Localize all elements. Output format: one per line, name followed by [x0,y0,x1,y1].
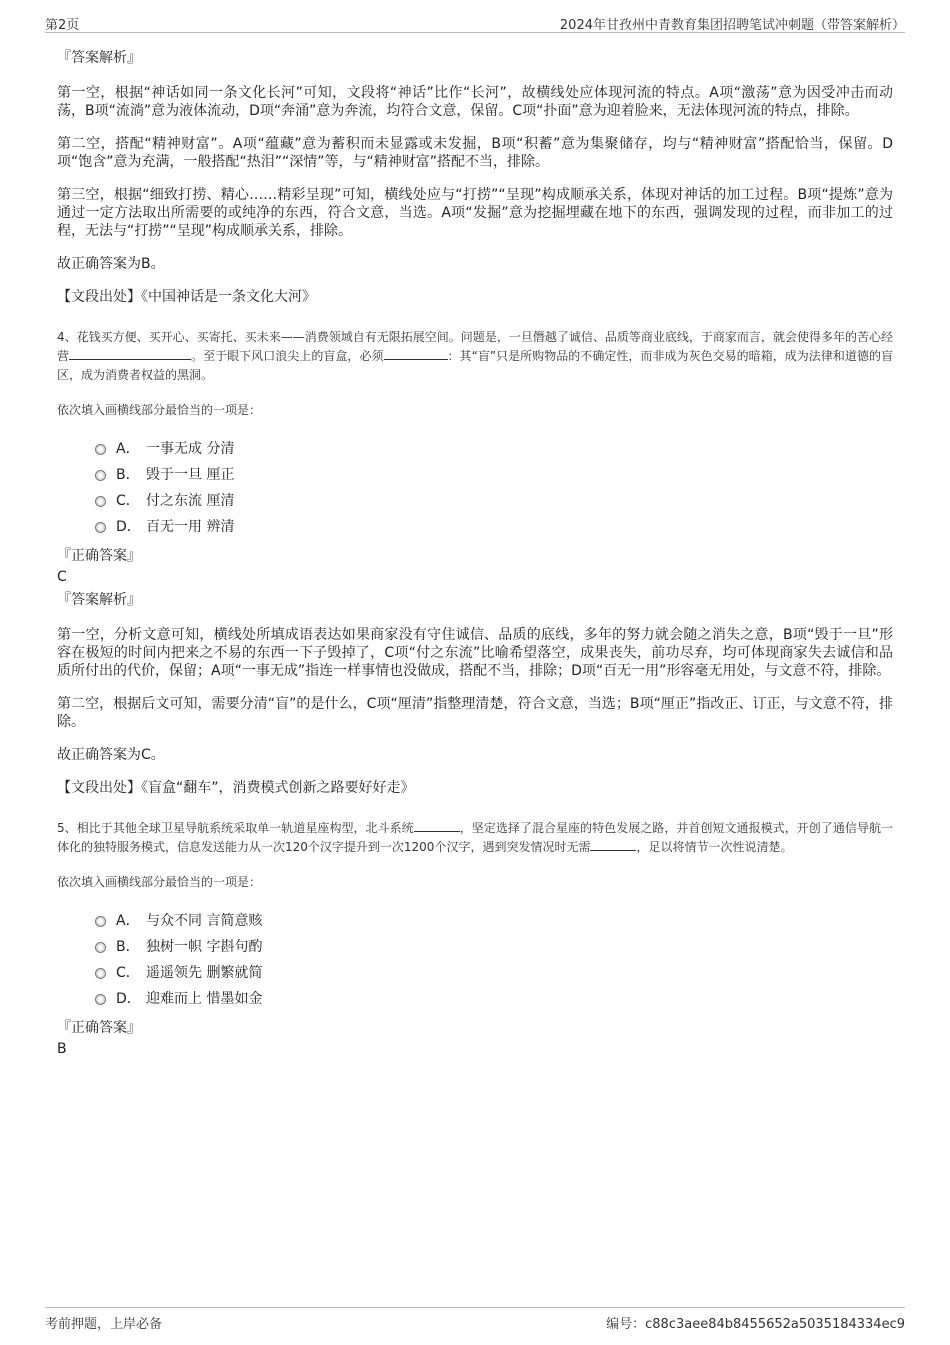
option-c[interactable]: C． 付之东流 厘清 [95,488,893,514]
q3-analysis-para-3: 第三空，根据“细致打捞、精心……精彩呈现”可知，横线处应与“打捞”“呈现”构成顺承关系，体现对神话的加工过程。B项“提炼”意为通过一定方法取出所需要的或纯净的东西，符合文意，当选。A项“发掘”意为挖掘埋藏在地下的东西，强调发现的过程，而非加工的过程，无法与“打捞”“呈现”构成顺承关系，排除。 [57,187,893,239]
page-footer [45,1307,905,1332]
q4-correct-answer: C [57,569,67,585]
option-b[interactable]: B． 毁于一旦 厘正 [95,462,893,488]
q5-correct-label: 『正确答案』 [57,1020,141,1036]
question-4-options [95,436,893,540]
question-5-prompt: 依次填入画横线部分最恰当的一项是： [57,875,262,889]
radio-button-icon[interactable] [95,916,106,927]
option-d[interactable]: D． 百无一用 辨清 [95,514,893,540]
option-a[interactable]: A． 与众不同 言简意赅 [95,908,893,934]
radio-button-icon[interactable] [95,496,106,507]
source-title: 《盲盒“翻车”，消费模式创新之路要好好走》 [141,780,415,796]
blank-2 [384,347,448,360]
radio-button-icon[interactable] [95,968,106,979]
option-b[interactable]: B． 独树一帜 字斟句酌 [95,934,893,960]
blank-1 [414,819,460,832]
radio-button-icon[interactable] [95,994,106,1005]
source-title: 《中国神话是一条文化大河》 [141,289,316,305]
blank-1 [69,347,191,360]
q3-analysis-label: 『答案解析』 [57,50,141,66]
q4-analysis-para-2: 第二空，根据后文可知，需要分清“盲”的是什么，C项“厘清”指整理清楚，符合文意，当选；B项“厘正”指改正、订正，与文意不符，排除。 [57,696,893,730]
question-4-prompt: 依次填入画横线部分最恰当的一项是： [57,403,262,417]
option-a[interactable]: A． 一事无成 分清 [95,436,893,462]
blank-2 [590,838,636,851]
radio-button-icon[interactable] [95,942,106,953]
question-4-text: 4、花钱买方便、买开心、买寄托、买未来——消费领域自有无限拓展空间。问题是，一旦僭越了诚信、品质等商业底线，于商家而言，就会使得多年的苦心经营 。至于眼下风口浪尖上的盲盒，必须 ：其“盲”只是所购物品的不确定性，而非成为灰色交易的暗箱，成为法律和道德的盲区，成为消费者权益的黑洞。 [57,330,893,382]
q5-correct-answer: B [57,1041,67,1057]
question-5-options [95,908,893,1012]
source-label: 【文段出处】 [57,780,141,796]
q4-analysis-para-1: 第一空，分析文意可知，横线处所填成语表达如果商家没有守住诚信、品质的底线，多年的努力就会随之消失之意，B项“毁于一旦”形容在极短的时间内把来之不易的东西一下子毁掉了，C项“付之东流”比喻希望落空，成果丧失，前功尽弃，均可体现商家失去诚信和品质所付出的代价，保留；A项“一事无成”指连一样事情也没做成，搭配不当，排除；D项“百无一用”形容毫无用处，与文意不符，排除。 [57,627,893,679]
document-code: 编号：c88c3aee84b8455652a5035184334ec9 [606,1317,905,1332]
q3-analysis-para-1: 第一空，根据“神话如同一条文化长河”可知，文段将“神话”比作“长河”，故横线处应体现河流的特点。A项“激荡”意为因受冲击而动荡，B项“流淌”意为液体流动，D项“奔涌”意为奔流，均符合文意，保留。C项“扑面”意为迎着脸来，无法体现河流的特点，排除。 [57,85,893,119]
page-header [45,12,905,33]
q4-analysis-label: 『答案解析』 [57,592,141,608]
q3-analysis-para-2: 第二空，搭配“精神财富”。A项“蕴藏”意为蓄积而未显露或未发掘，B项“积蓄”意为集聚储存，均与“精神财富”搭配恰当，保留。D项“饱含”意为充满，一般搭配“热泪”“深情”等，与“精神财富”搭配不当，排除。 [57,136,893,170]
q4-correct-label: 『正确答案』 [57,548,141,564]
question-5-text: 5、相比于其他全球卫星导航系统采取单一轨道星座构型，北斗系统 ，坚定选择了混合星座的特色发展之路，并首创短文通报模式，开创了通信导航一体化的独特服务模式，信息发送能力从一次120个汉字提升到一次1200个汉字，遇到突发情况时无需 ，足以将情节一次性说清楚。 [57,821,893,854]
radio-button-icon[interactable] [95,444,106,455]
radio-button-icon[interactable] [95,522,106,533]
footer-slogan: 考前押题，上岸必备 [45,1317,163,1332]
option-d[interactable]: D． 迎难而上 惜墨如金 [95,986,893,1012]
page-content [57,44,893,1062]
q4-conclusion: 故正确答案为C。 [57,747,165,763]
q3-conclusion: 故正确答案为B。 [57,256,165,272]
source-label: 【文段出处】 [57,289,141,305]
option-c[interactable]: C． 遥遥领先 删繁就简 [95,960,893,986]
page-number: 第2页 [45,18,80,33]
q4-source [57,779,893,797]
document-title: 2024年甘孜州中青教育集团招聘笔试冲刺题（带答案解析） [559,18,905,33]
radio-button-icon[interactable] [95,470,106,481]
q3-source [57,288,893,306]
